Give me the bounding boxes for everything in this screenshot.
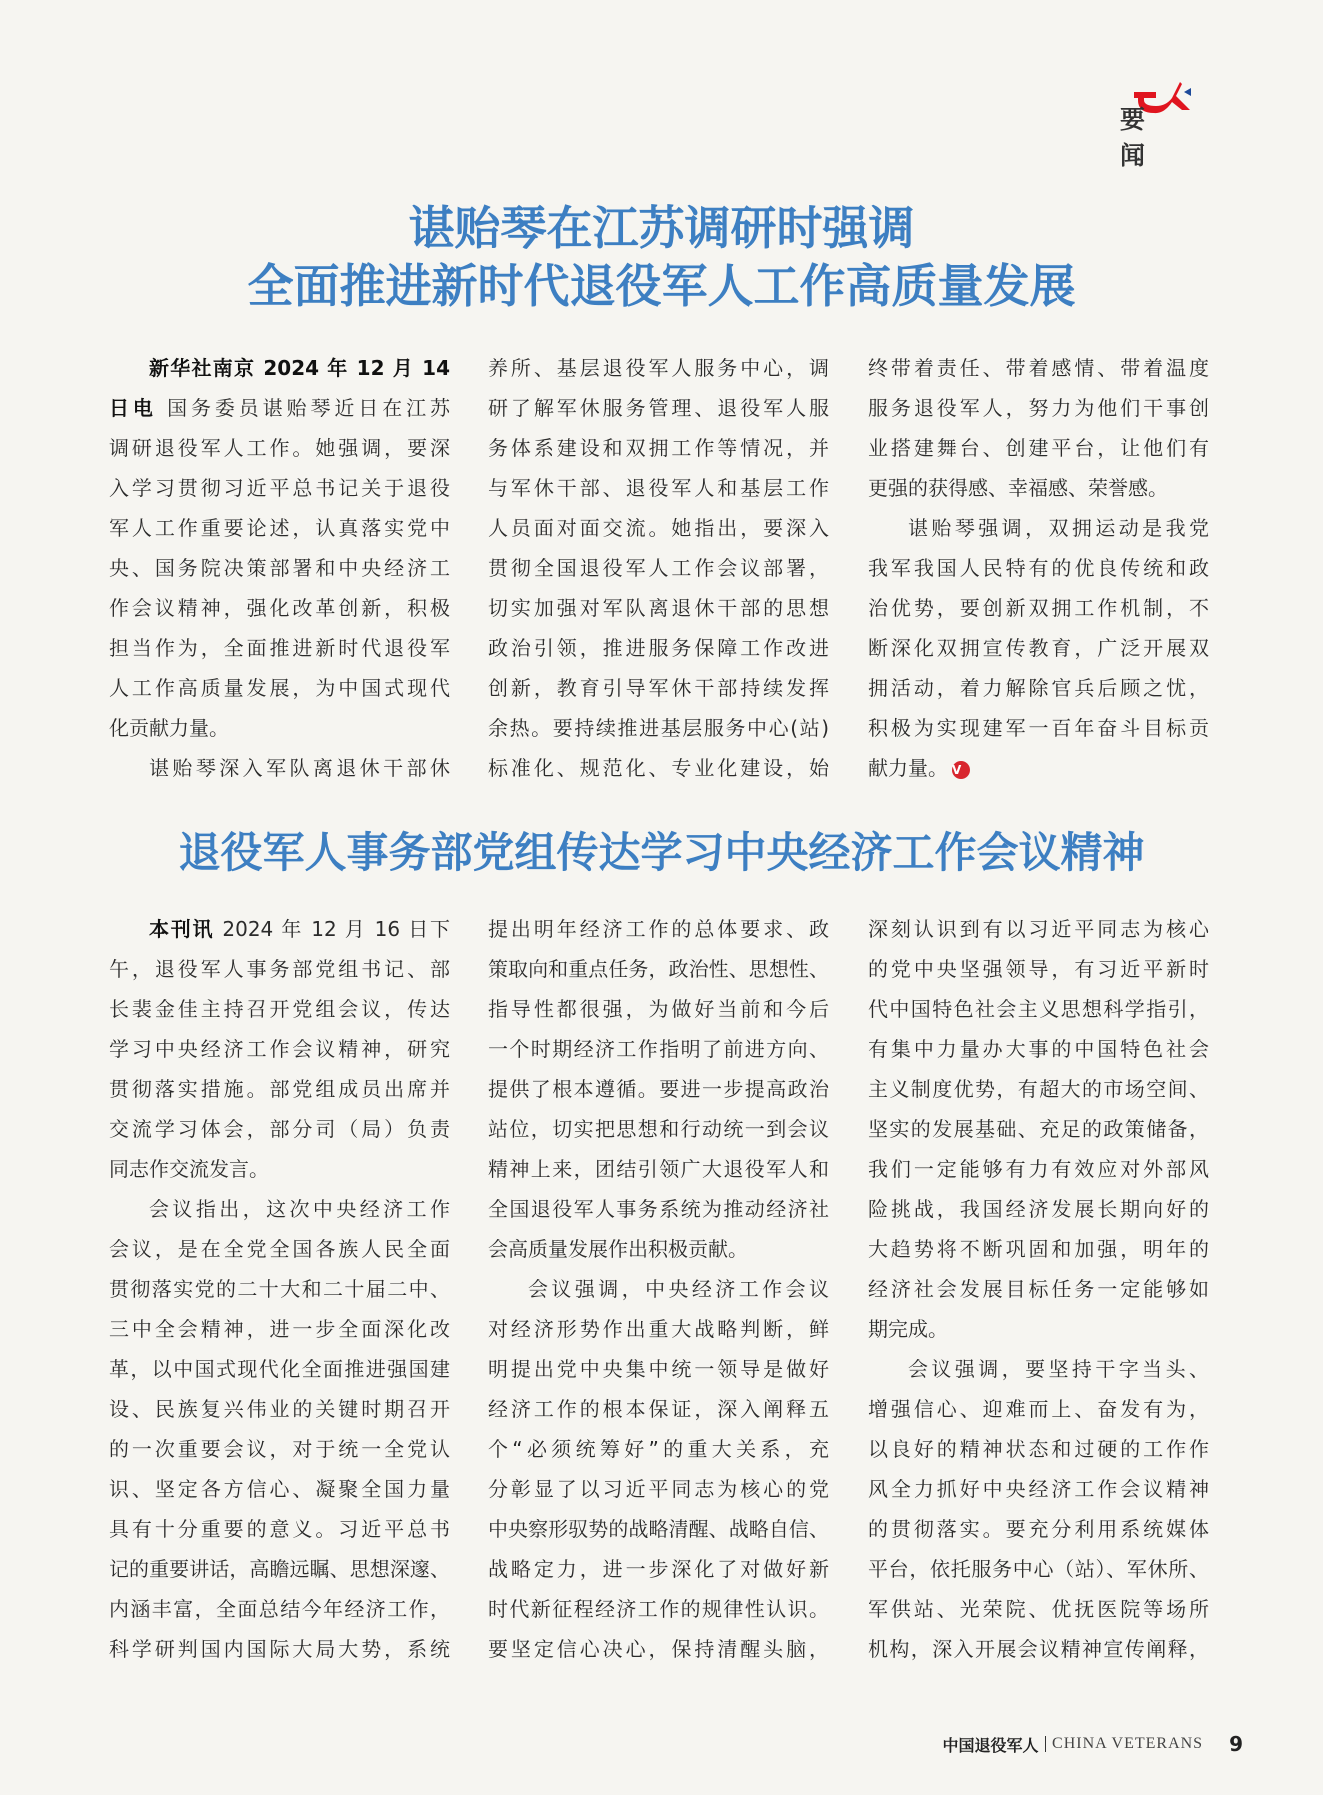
text-line — [109, 1389, 450, 1429]
line-text: 谌贻琴深入军队离退休干部休 — [149, 756, 450, 780]
text-line — [868, 708, 1209, 748]
text-line — [488, 428, 829, 468]
text-line — [868, 1069, 1209, 1109]
text-line — [488, 1429, 829, 1469]
line-text: 会高质量发展作出积极贡献。 — [488, 1237, 748, 1261]
text-line — [109, 1629, 450, 1669]
line-text: 大趋势将不断巩固和加强，明年的 — [868, 1237, 1209, 1261]
text-line — [868, 1109, 1209, 1149]
text-line — [868, 909, 1209, 949]
text-line — [109, 668, 450, 708]
divider — [1045, 1736, 1047, 1752]
line-text: 2024 年 12 月 16 日下 — [214, 917, 450, 941]
line-text: 服务退役军人，努力为他们干事创 — [868, 396, 1209, 420]
text-line — [109, 548, 450, 588]
text-line — [488, 1029, 829, 1069]
line-text: 具有十分重要的意义。习近平总书 — [109, 1517, 450, 1541]
line-text: 风全力抓好中央经济工作会议精神 — [868, 1477, 1209, 1501]
line-text: 内涵丰富，全面总结今年经济工作， — [109, 1597, 450, 1621]
text-line — [488, 508, 829, 548]
line-text: 指导性都很强，为做好当前和今后 — [488, 997, 829, 1021]
dateline: 本刊讯 — [149, 917, 215, 941]
text-line — [868, 1429, 1209, 1469]
text-line — [868, 1629, 1209, 1669]
line-text: 革，以中国式现代化全面推进强国建 — [109, 1357, 450, 1381]
line-text: 提出明年经济工作的总体要求、政 — [488, 917, 829, 941]
line-text: 养所、基层退役军人服务中心，调 — [488, 356, 829, 380]
text-line — [109, 1189, 450, 1229]
line-text: 军人工作重要论述，认真落实党中 — [109, 516, 450, 540]
text-line — [488, 388, 829, 428]
text-line — [488, 1069, 829, 1109]
line-text: 国务委员谌贻琴近日在江苏 — [156, 396, 450, 420]
line-text: 分彰显了以习近平同志为核心的党 — [488, 1477, 829, 1501]
line-text: 经济工作的根本保证，深入阐释五 — [488, 1397, 829, 1421]
line-text: 的一次重要会议，对于统一全党认 — [109, 1437, 450, 1461]
line-text: 会议指出，这次中央经济工作 — [149, 1197, 450, 1221]
article1-column-2 — [488, 348, 829, 788]
line-text: 午，退役军人事务部党组书记、部 — [109, 957, 450, 981]
text-line — [868, 628, 1209, 668]
line-text: 军供站、光荣院、优抚医院等场所 — [868, 1597, 1209, 1621]
line-text: 期完成。 — [868, 1317, 948, 1341]
text-line — [488, 909, 829, 949]
line-text: 同志作交流发言。 — [109, 1157, 269, 1181]
text-line — [109, 748, 450, 788]
line-text: 治优势，要创新双拥工作机制，不 — [868, 596, 1209, 620]
text-line — [109, 468, 450, 508]
text-line — [109, 1109, 450, 1149]
article2-column-2 — [488, 909, 829, 1669]
text-line — [488, 548, 829, 588]
dateline: 日电 — [109, 396, 157, 420]
text-line — [488, 1349, 829, 1389]
text-line — [488, 468, 829, 508]
line-text: 个“必须统筹好”的重大关系，充 — [488, 1437, 829, 1461]
line-text: 贯彻落实措施。部党组成员出席并 — [109, 1077, 450, 1101]
line-text: 战略定力，进一步深化了对做好新 — [488, 1557, 829, 1581]
text-line — [868, 1029, 1209, 1069]
line-text: 明提出党中央集中统一领导是做好 — [488, 1357, 829, 1381]
line-text: 央、国务院决策部署和中央经济工 — [109, 556, 450, 580]
text-line — [488, 1509, 829, 1549]
line-text: 标准化、规范化、专业化建设，始 — [488, 756, 829, 780]
text-line — [868, 428, 1209, 468]
text-line — [109, 348, 450, 388]
line-text: 更强的获得感、幸福感、荣誉感。 — [868, 476, 1168, 500]
line-text: 对经济形势作出重大战略判断，鲜 — [488, 1317, 829, 1341]
text-line — [488, 668, 829, 708]
text-line — [868, 949, 1209, 989]
line-text: 记的重要讲话，高瞻远瞩、思想深邃、 — [109, 1557, 450, 1581]
text-line — [109, 1229, 450, 1269]
text-line — [109, 1509, 450, 1549]
text-line — [868, 588, 1209, 628]
text-line — [868, 388, 1209, 428]
line-text: 人工作高质量发展，为中国式现代 — [109, 676, 450, 700]
text-line — [109, 949, 450, 989]
text-line — [868, 1269, 1209, 1309]
line-text: 代中国特色社会主义思想科学指引， — [868, 997, 1209, 1021]
text-line — [868, 1549, 1209, 1589]
text-line — [109, 1549, 450, 1589]
line-text: 拥活动，着力解除官兵后顾之忧， — [868, 676, 1209, 700]
text-line — [868, 1149, 1209, 1189]
text-line — [868, 1469, 1209, 1509]
line-text: 会议强调，要坚持干字当头、 — [908, 1357, 1209, 1381]
article1-column-3 — [868, 348, 1209, 788]
text-line — [868, 668, 1209, 708]
line-text: 献力量。 — [868, 756, 948, 780]
text-line — [109, 1589, 450, 1629]
line-text: 学习中央经济工作会议精神，研究 — [109, 1037, 450, 1061]
text-line — [488, 989, 829, 1029]
line-text: 主义制度优势，有超大的市场空间、 — [868, 1077, 1209, 1101]
text-line — [109, 1469, 450, 1509]
text-line — [488, 748, 829, 788]
line-text: 积极为实现建军一百年奋斗目标贡 — [868, 716, 1209, 740]
line-text: 与军休干部、退役军人和基层工作 — [488, 476, 829, 500]
text-line — [868, 508, 1209, 548]
section-label: 要 闻 — [1120, 105, 1215, 170]
text-line — [109, 428, 450, 468]
text-line — [109, 588, 450, 628]
article1-title-line1: 谌贻琴在江苏调研时强调 — [408, 201, 915, 255]
line-text: 交流学习体会，部分司（局）负责 — [109, 1117, 450, 1141]
line-text: 站位，切实把思想和行动统一到会议 — [488, 1117, 829, 1141]
line-text: 要坚定信心决心，保持清醒头脑， — [488, 1637, 829, 1661]
section-header — [1110, 105, 1215, 170]
text-line — [109, 508, 450, 548]
text-line — [488, 1309, 829, 1349]
text-line — [488, 1189, 829, 1229]
text-line — [868, 1309, 1209, 1349]
end-mark-icon: V — [952, 761, 970, 779]
line-text: 平台，依托服务中心（站）、军休所、 — [868, 1557, 1209, 1581]
article2-column-1 — [109, 909, 450, 1669]
text-line — [868, 1389, 1209, 1429]
line-text: 精神上来，团结引领广大退役军人和 — [488, 1157, 829, 1181]
line-text: 调研退役军人工作。她强调，要深 — [109, 436, 450, 460]
article2-title: 退役军人事务部党组传达学习中央经济工作会议精神 — [178, 828, 1145, 877]
line-text: 机构，深入开展会议精神宣传阐释， — [868, 1637, 1209, 1661]
page-number: 9 — [1229, 1732, 1243, 1756]
text-line — [868, 989, 1209, 1029]
line-text: 研了解军休服务管理、退役军人服 — [488, 396, 829, 420]
line-text: 的党中央坚强领导，有习近平新时 — [868, 957, 1209, 981]
line-text: 以良好的精神状态和过硬的工作作 — [868, 1437, 1209, 1461]
line-text: 我们一定能够有力有效应对外部风 — [868, 1157, 1209, 1181]
text-line — [488, 1269, 829, 1309]
text-line — [109, 388, 450, 428]
text-line — [488, 949, 829, 989]
article2-column-3 — [868, 909, 1209, 1669]
text-line — [109, 1269, 450, 1309]
text-line — [488, 1549, 829, 1589]
line-text: 经济社会发展目标任务一定能够如 — [868, 1277, 1209, 1301]
text-line — [868, 1189, 1209, 1229]
line-text: 谌贻琴强调，双拥运动是我党 — [908, 516, 1209, 540]
line-text: 余热。要持续推进基层服务中心(站) — [488, 716, 829, 740]
line-text: 断深化双拥宣传教育，广泛开展双 — [868, 636, 1209, 660]
text-line — [109, 1069, 450, 1109]
text-line — [868, 468, 1209, 508]
text-line — [868, 748, 1209, 788]
line-text: 三中全会精神，进一步全面深化改 — [109, 1317, 450, 1341]
line-text: 险挑战，我国经济发展长期向好的 — [868, 1197, 1209, 1221]
line-text: 会议强调，中央经济工作会议 — [528, 1277, 829, 1301]
line-text: 有集中力量办大事的中国特色社会 — [868, 1037, 1209, 1061]
line-text: 的贯彻落实。要充分利用系统媒体 — [868, 1517, 1209, 1541]
text-line — [868, 1589, 1209, 1629]
line-text: 作会议精神，强化改革创新，积极 — [109, 596, 450, 620]
text-line — [109, 1149, 450, 1189]
text-line — [488, 708, 829, 748]
text-line — [488, 348, 829, 388]
article1-title-line2: 全面推进新时代退役军人工作高质量发展 — [247, 259, 1076, 313]
text-line — [488, 1469, 829, 1509]
dateline: 新华社南京 2024 年 12 月 14 — [149, 356, 450, 380]
article1-column-1 — [109, 348, 450, 788]
line-text: 一个时期经济工作指明了前进方向、 — [488, 1037, 829, 1061]
line-text: 中央察形驭势的战略清醒、战略自信、 — [488, 1517, 829, 1541]
line-text: 坚实的发展基础、充足的政策储备， — [868, 1117, 1209, 1141]
text-line — [109, 1349, 450, 1389]
text-line — [488, 1589, 829, 1629]
text-line — [109, 708, 450, 748]
text-line — [488, 1389, 829, 1429]
line-text: 设、民族复兴伟业的关键时期召开 — [109, 1397, 450, 1421]
text-line — [488, 1109, 829, 1149]
line-text: 深刻认识到有以习近平同志为核心 — [868, 917, 1209, 941]
line-text: 创新，教育引导军休干部持续发挥 — [488, 676, 829, 700]
text-line — [109, 1429, 450, 1469]
line-text: 提供了根本遵循。要进一步提高政治 — [488, 1077, 829, 1101]
line-text: 化贡献力量。 — [109, 716, 229, 740]
text-line — [868, 1229, 1209, 1269]
line-text: 担当作为，全面推进新时代退役军 — [109, 636, 450, 660]
text-line — [109, 989, 450, 1029]
line-text: 全国退役军人事务系统为推动经济社 — [488, 1197, 829, 1221]
text-line — [868, 348, 1209, 388]
text-line — [488, 1629, 829, 1669]
line-text: 政治引领，推进服务保障工作改进 — [488, 636, 829, 660]
text-line — [109, 1309, 450, 1349]
text-line — [488, 1149, 829, 1189]
line-text: 业搭建舞台、创建平台，让他们有 — [868, 436, 1209, 460]
text-line — [868, 1349, 1209, 1389]
text-line — [868, 548, 1209, 588]
line-text: 入学习贯彻习近平总书记关于退役 — [109, 476, 450, 500]
line-text: 我军我国人民特有的优良传统和政 — [868, 556, 1209, 580]
text-line — [488, 628, 829, 668]
text-line — [109, 628, 450, 668]
line-text: 人员面对面交流。她指出，要深入 — [488, 516, 829, 540]
text-line — [109, 909, 450, 949]
line-text: 识、坚定各方信心、凝聚全国力量 — [109, 1477, 450, 1501]
magazine-name: 中国退役军人 — [942, 1735, 1039, 1755]
text-line — [868, 1509, 1209, 1549]
line-text: 务体系建设和双拥工作等情况，并 — [488, 436, 829, 460]
line-text: 切实加强对军队离退休干部的思想 — [488, 596, 829, 620]
magazine-name-en: CHINA VETERANS — [1052, 1735, 1204, 1752]
line-text: 会议，是在全党全国各族人民全面 — [109, 1237, 450, 1261]
line-text: 科学研判国内国际大局大势，系统 — [109, 1637, 450, 1661]
line-text: 终带着责任、带着感情、带着温度 — [868, 356, 1209, 380]
line-text: 长裴金佳主持召开党组会议，传达 — [109, 997, 450, 1021]
line-text: 增强信心、迎难而上、奋发有为， — [868, 1397, 1209, 1421]
text-line — [488, 588, 829, 628]
line-text: 贯彻落实党的二十大和二十届二中、 — [109, 1277, 450, 1301]
line-text: 时代新征程经济工作的规律性认识。 — [488, 1597, 829, 1621]
text-line — [488, 1229, 829, 1269]
line-text: 策取向和重点任务，政治性、思想性、 — [488, 957, 829, 981]
text-line — [109, 1029, 450, 1069]
page-footer — [943, 1732, 1243, 1756]
line-text: 贯彻全国退役军人工作会议部署， — [488, 556, 829, 580]
